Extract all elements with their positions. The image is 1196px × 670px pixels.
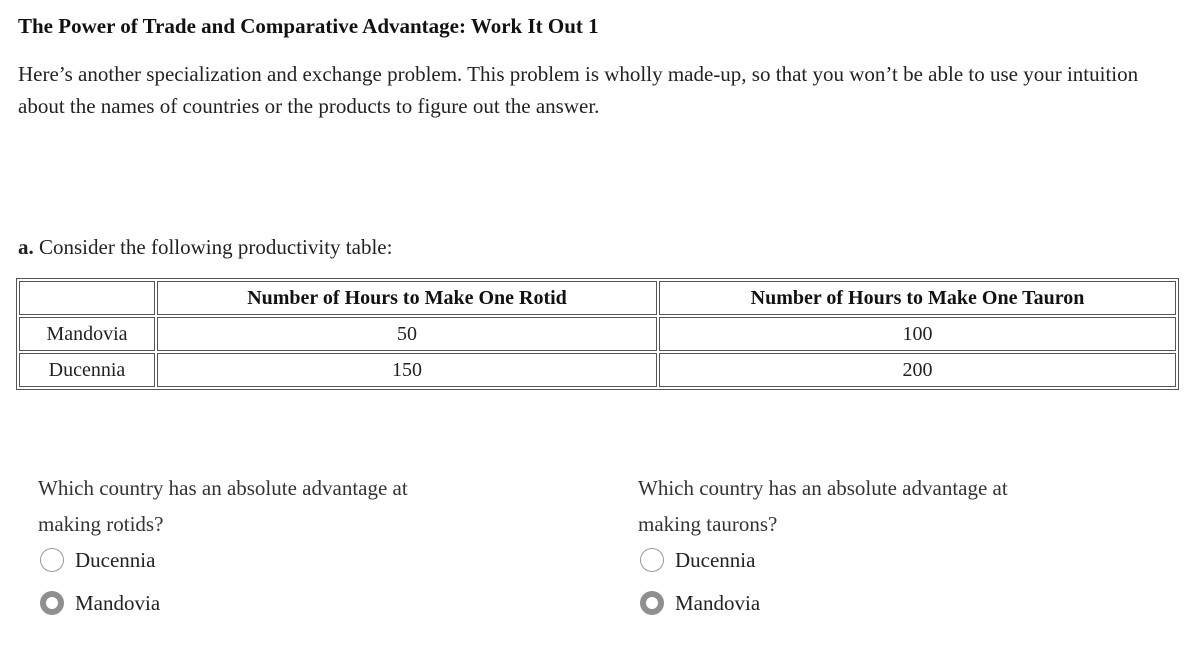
question-prompt: Which country has an absolute advantage at making rotids? <box>38 476 408 536</box>
option-label: Mandovia <box>675 590 761 615</box>
option-label: Ducennia <box>75 547 156 572</box>
table-row <box>19 353 1176 387</box>
table-header-corner <box>19 281 155 315</box>
question-rotids <box>38 470 458 617</box>
radio-button[interactable] <box>40 591 64 615</box>
table-cell-country: Mandovia <box>19 317 155 351</box>
part-a-label <box>18 235 392 260</box>
page-title: The Power of Trade and Comparative Advantage: Work It Out 1 <box>18 14 599 38</box>
table-header-row <box>19 281 1176 315</box>
productivity-table <box>16 278 1179 390</box>
option-label: Ducennia <box>675 547 756 572</box>
radio-button[interactable] <box>640 548 664 572</box>
option-ducennia[interactable] <box>38 546 458 574</box>
option-label: Mandovia <box>75 590 161 615</box>
question-taurons <box>638 470 1058 617</box>
table-cell-rotid: 150 <box>157 353 657 387</box>
table-header-tauron: Number of Hours to Make One Tauron <box>659 281 1176 315</box>
option-mandovia[interactable] <box>38 589 458 617</box>
option-mandovia[interactable] <box>638 589 1058 617</box>
table-cell-tauron: 200 <box>659 353 1176 387</box>
table-cell-tauron: 100 <box>659 317 1176 351</box>
radio-button[interactable] <box>40 548 64 572</box>
part-a-marker: a. <box>18 235 34 259</box>
table-cell-country: Ducennia <box>19 353 155 387</box>
table-header-rotid: Number of Hours to Make One Rotid <box>157 281 657 315</box>
intro-paragraph: Here’s another specialization and exchange problem. This problem is wholly made-up, so that you won’t be able to use your intuition about the names of countries or the products to figure out the answer. <box>18 62 1139 118</box>
option-ducennia[interactable] <box>638 546 1058 574</box>
question-prompt: Which country has an absolute advantage at making taurons? <box>638 476 1008 536</box>
part-a-text: Consider the following productivity table: <box>33 235 393 259</box>
radio-button[interactable] <box>640 591 664 615</box>
table-cell-rotid: 50 <box>157 317 657 351</box>
table-row <box>19 317 1176 351</box>
